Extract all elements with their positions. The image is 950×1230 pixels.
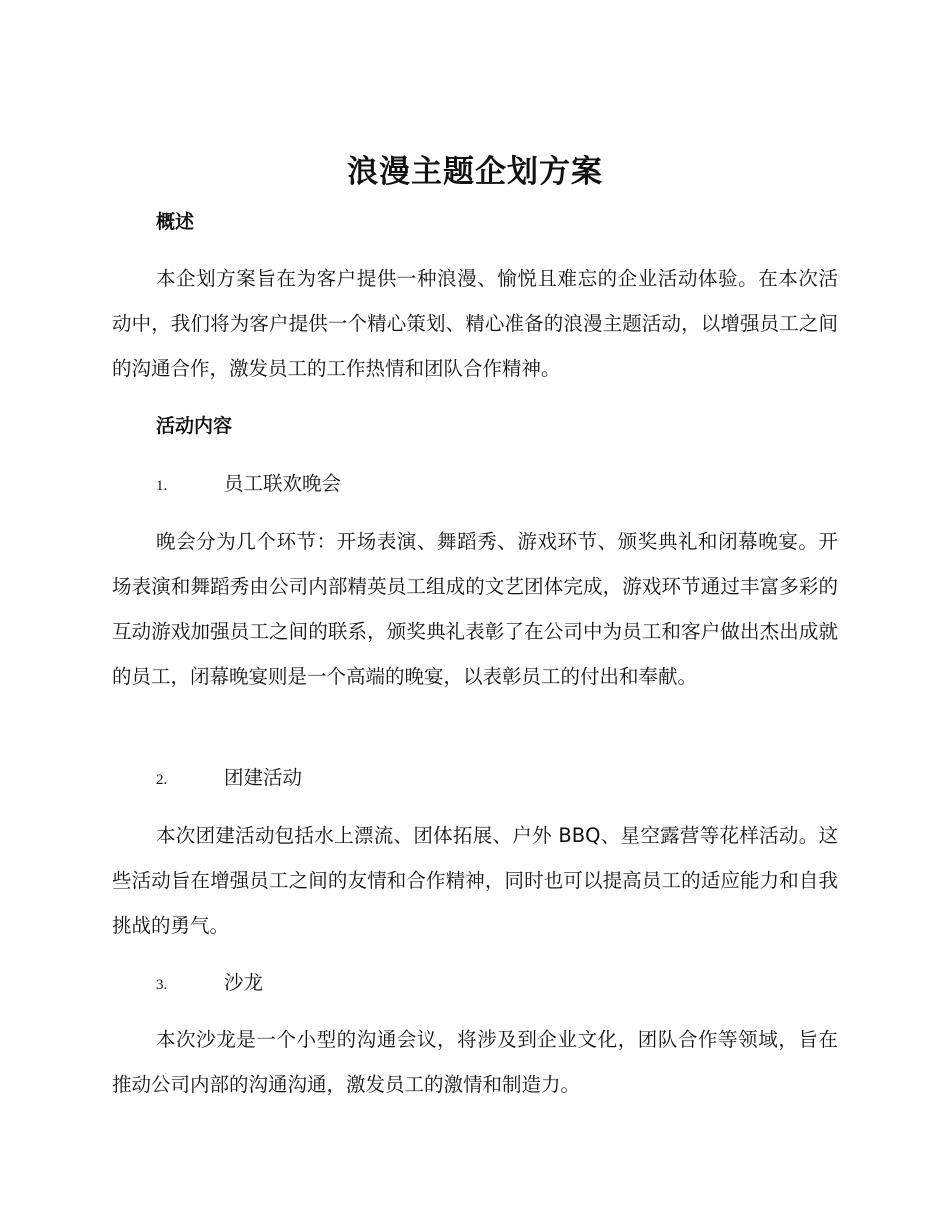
- list-item-number: 1.: [156, 478, 168, 494]
- list-item-number: 2.: [156, 772, 168, 788]
- overview-paragraph: 本企划方案旨在为客户提供一种浪漫、愉悦且难忘的企业活动体验。在本次活动中，我们将为客户提供一个精心策划、精心准备的浪漫主题活动，以增强员工之间的沟通合作，激发员工的工作热情和团队合作精神。: [112, 267, 838, 380]
- list-item-salon: [156, 968, 263, 998]
- list-item-label: 沙龙: [224, 971, 264, 994]
- section-heading-overview: 概述: [156, 211, 195, 233]
- list-item-number: 3.: [156, 977, 168, 993]
- section-heading-activities: 活动内容: [156, 415, 233, 437]
- list-item-label: 团建活动: [224, 766, 303, 789]
- list-item-team-building: [156, 763, 302, 793]
- list-item-label: 员工联欢晚会: [224, 472, 342, 495]
- list-item-evening-party: [156, 469, 341, 499]
- document-title: 浪漫主题企划方案: [347, 154, 603, 190]
- team-building-paragraph: 本次团建活动包括水上漂流、团体拓展、户外 BBQ、星空露营等花样活动。这些活动旨在增强员工之间的友情和合作精神，同时也可以提高员工的适应能力和自我挑战的勇气。: [112, 824, 838, 937]
- salon-paragraph: 本次沙龙是一个小型的沟通会议，将涉及到企业文化，团队合作等领域，旨在推动公司内部的沟通沟通，激发员工的激情和制造力。: [112, 1028, 838, 1096]
- evening-party-paragraph: 晚会分为几个环节：开场表演、舞蹈秀、游戏环节、颁奖典礼和闭幕晚宴。开场表演和舞蹈秀由公司内部精英员工组成的文艺团体完成，游戏环节通过丰富多彩的互动游戏加强员工之间的联系，颁奖典礼表彰了在公司中为员工和客户做出杰出成就的员工，闭幕晚宴则是一个高端的晚宴，以表彰员工的付出和奉献。: [112, 530, 838, 688]
